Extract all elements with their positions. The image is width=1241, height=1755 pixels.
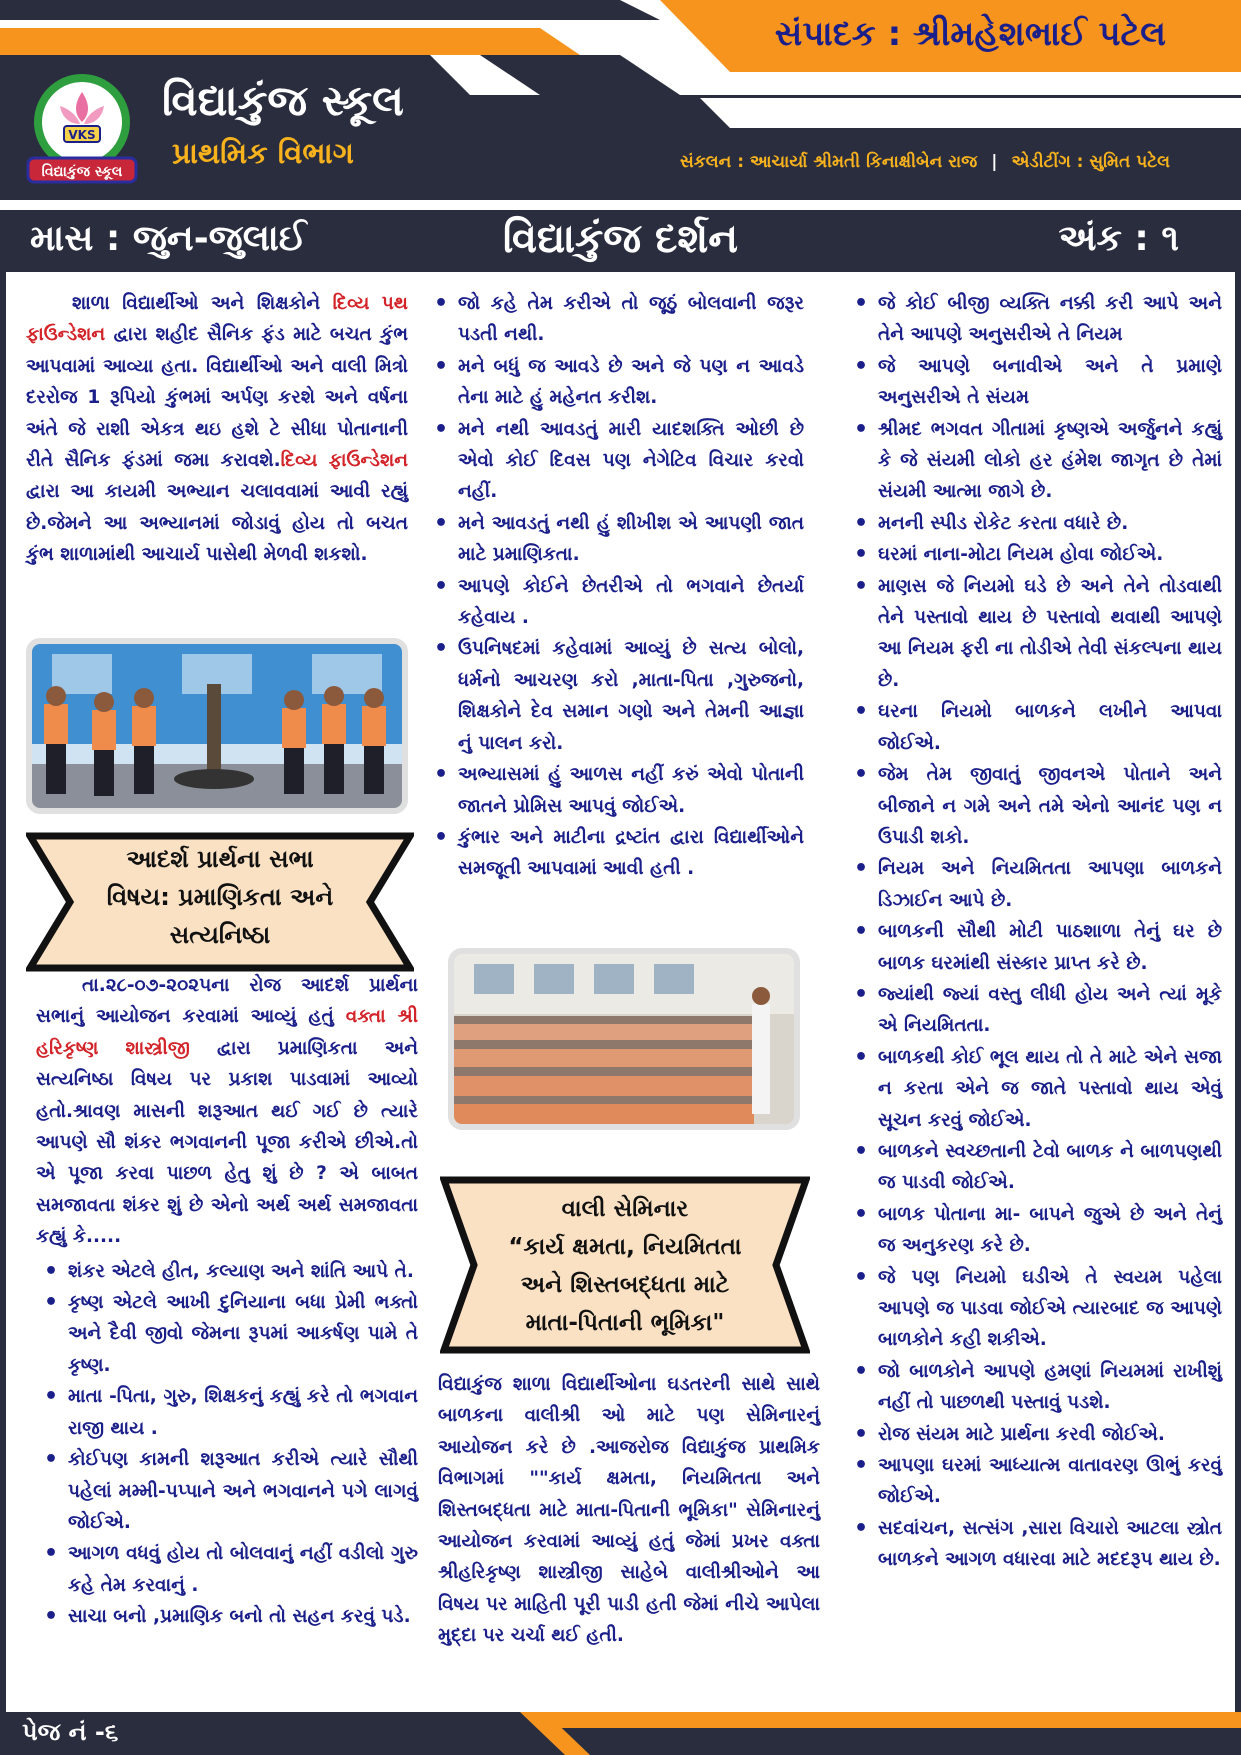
prayer-banner-line-3: સત્યનિષ્ઠા [169,921,271,949]
parent-seminar-banner [440,1176,810,1354]
newsletter-title: વિદ્યાકુંજ દર્શન [502,216,739,262]
list-item: • મને બધું જ આવડે છે અને જે પણ ન આવડે તેના માટે હું મહેનત કરીશ. [458,351,804,414]
list-item: • શંકર એટલે હીત, કલ્યાણ અને શાંતિ આપે તે. [68,1256,418,1287]
prayer-banner-line-1: આદર્શ પ્રાર્થના સભા [126,845,314,873]
page-number: પેજ નં -૬ [22,1718,119,1746]
list-item: • રોજ સંયમ માટે પ્રાર્થના કરવી જોઈએ. [878,1419,1222,1450]
title-bar [0,210,1241,272]
list-item: • નિયમ અને નિયમિતતા આપણા બાળકને ડિઝાઈન આપે છે. [878,853,1222,916]
list-item: • બાળક પોતાના મા- બાપને જુએ છે અને તેનું જ અનુકરણ કરે છે. [878,1199,1222,1262]
credits-separator: | [991,152,998,172]
issue-number: અંક : ૧ [1058,218,1179,259]
list-item: • બાળકને સ્વચ્છતાની ટેવો બાળક ને બાળપણથી જ પાડવી જોઈએ. [878,1136,1222,1199]
list-item: • ઘરના નિયમો બાળકને લખીને આપવા જોઈએ. [878,696,1222,759]
list-item: • આપણે કોઈને છેતરીએ તો ભગવાને છેતર્યા કહેવાય . [458,571,804,634]
list-item: • મને આવડતું નથી હું શીખીશ એ આપણી જાત માટે પ્રમાણિકતા. [458,508,804,571]
school-section: પ્રાથમિક વિભાગ [172,136,354,170]
list-item: • અભ્યાસમાં હું આળસ નહીં કરું એવો પોતાની જાતને પ્રોમિસ આપવું જોઈએ. [458,759,804,822]
editor-credit: સંપાદક : શ્રીમહેશભાઈ પટેલ [774,14,1166,54]
foundation-name: દિવ્ય પથ ફાઉન્ડેશન [26,293,408,346]
right-border [1235,272,1241,1712]
list-item: • આગળ વધવું હોય તો બોલવાનું નહીં વડીલો ગુરુ કહે તેમ કરવાનું . [68,1538,418,1601]
page-footer [0,1712,1241,1755]
prayer-text-a: તા.૨૮-૦૭-૨૦૨૫ના રોજ આદર્શ પ્રાર્થના સભાનું આયોજન કરવામાં આવ્યું હતું [36,975,418,1028]
list-item: • બાળકની સૌથી મોટી પાઠશાળા તેનું ઘર છે બાળક ઘરમાંથી સંસ્કાર પ્રાપ્ત કરે છે. [878,916,1222,979]
speaker-name: વક્તા શ્રી હરિકૃષ્ણ શાસ્ત્રીજી [36,1006,418,1059]
list-item: • જો કહે તેમ કરીએ તો જૂઠું બોલવાની જરૂર પડતી નથી. [458,288,804,351]
prayer-text-b: દ્વારા પ્રમાણિકતા અને સત્યનિષ્ઠા વિષય પર પ્રકાશ પાડવામાં આવ્યો હતો.શ્રાવણ માસની શરૂઆત થઈ ગઈ છે ત્યારે આપણે સૌ શંકર ભગવાનની પૂજા કરીએ છીએ.તો એ પૂજા કરવા પાછળ હેતુ શું છે ? એ બાબત સમજાવતા શંકર શું છે એનો અર્થ અર્થ સમજાવતા કહ્યું કે..... [36,1037,418,1248]
seminar-paragraph: વિદ્યાકુંજ શાળા વિદ્યાર્થીઓના ઘડતરની સાથે સાથે બાળકના વાલીશ્રી ઓ માટે પણ સેમિનારનું આયોજન કરે છે .આજરોજ વિદ્યાકુંજ પ્રાથમિક વિભાગમાં ""કાર્ય ક્ષમતા, નિયમિતતા અને શિસ્તબદ્ધતા માટે માતા-પિતાની ભૂમિકા" સેમિનારનું આયોજન કરવામાં આવ્યું હતું જેમાં પ્રખર વક્તા શ્રીહરિકૃષ્ણ શાસ્ત્રીજી સાહેબે વાલીશ્રીઓને આ વિષય પર માહિતી પૂરી પાડી હતી જેમાં નીચે આપેલા મુદ્દા પર ચર્ચા થઈ હતી. [438,1374,820,1647]
list-item: • સાચા બનો ,પ્રમાણિક બનો તો સહન કરવું પડે. [68,1601,418,1632]
foundation-name-2: દિવ્ય ફાઉન્ડેશન [280,450,408,472]
compiled-by: સંકલન : આચાર્યા શ્રીમતી કિનાક્ષીબેન રાજ [680,152,978,172]
seminar-banner-line-1: વાલી સેમિનાર [561,1196,689,1222]
column-1-top [26,288,408,571]
honesty-bullets [432,288,804,885]
editing-by: એડીટીંગ : સુમિત પટેલ [1011,152,1170,172]
prayer-assembly-banner [26,832,414,972]
list-item: • કૃષ્ણ એટલે આખી દુનિયાના બધા પ્રેમી ભક્તો અને દૈવી જીવો જેમના રૂપમાં આકર્ષણ પામે તે કૃષ્ણ. [68,1287,418,1381]
list-item: • મનની સ્પીડ રોકેટ કરતા વધારે છે. [878,508,1222,539]
list-item: • જો બાળકોને આપણે હમણાં નિયમમાં રાખીશું નહીં તો પાછળથી પસ્તાવું પડશે. [878,1356,1222,1419]
left-border [0,272,6,1712]
seminar-banner-line-2: “કાર્ય ક્ષમતા, નિયમિતતા [508,1234,742,1260]
fund-text-a: શાળા વિદ્યાર્થીઓ અને શિક્ષકોને [72,293,333,314]
column-2-bottom [438,1369,820,1652]
list-item: • માતા -પિતા, ગુરુ, શિક્ષકનું કહ્યું કરે તો ભગવાન રાજી થાય . [68,1381,418,1444]
newsletter-header [0,0,1241,210]
column-2-top [432,288,804,885]
prayer-bullets [36,1256,418,1633]
list-item: • શ્રીમદ ભગવત ગીતામાં કૃષ્ણએ અર્જુનને કહ્યું કે જે સંયમી લોકો હર હંમેશ જાગૃત છે તેમાં સંયમી આત્મા જાગે છે. [878,414,1222,508]
school-name: વિદ્યાકુંજ સ્કૂલ [162,76,404,125]
students-savings-photo [26,638,408,814]
column-3 [852,288,1222,1576]
seminar-banner-line-3: અને શિસ્તબદ્ધતા માટે [520,1272,730,1298]
assembly-hall-photo [448,948,800,1130]
seminar-banner-line-4: માતા-પિતાની ભૂમિકા" [525,1310,725,1336]
list-item: • સદવાંચન, સત્સંગ ,સારા વિચારો આટલા સ્ત્રોત બાળકને આગળ વધારવા માટે મદદરૂપ થાય છે. [878,1513,1222,1576]
list-item: • આપણા ઘરમાં આધ્યાત્મ વાતાવરણ ઊભું કરવું જોઈએ. [878,1450,1222,1513]
list-item: • કુંભાર અને માટીના દ્રષ્ટાંત દ્વારા વિદ્યાર્થીઓને સમજૂતી આપવામાં આવી હતી . [458,822,804,885]
column-1-bottom [36,970,418,1633]
list-item: • બાળકથી કોઈ ભૂલ થાય તો તે માટે એને સજા ન કરતા એને જ જાતે પસ્તાવો થાય એવું સૂચન કરવું જોઈએ. [878,1042,1222,1136]
school-logo-icon [24,70,140,186]
list-item: • કોઈપણ કામની શરૂઆત કરીએ ત્યારે સૌથી પહેલાં મમ્મી-પપ્પાને અને ભગવાનને પગે લાગવું જોઈએ. [68,1444,418,1538]
prayer-paragraph [36,970,418,1253]
fund-text-c: દ્વારા આ કાયમી અભ્યાન ચલાવવામાં આવી રહ્યું છે.જેમને આ અભ્યાનમાં જોડાવું હોય તો બચત કુંભ શાળામાંથી આચાર્ય પાસેથી મેળવી શકશો. [26,481,408,566]
list-item: • જેમ તેમ જીવાતું જીવનએ પોતાને અને બીજાને ન ગમે અને તમે એનો આનંદ પણ ન ઉપાડી શકો. [878,759,1222,853]
list-item: • ઉપનિષદમાં કહેવામાં આવ્યું છે સત્ય બોલો, ધર્મનો આચરણ કરો ,માતા-પિતા ,ગુરુજનો, શિક્ષકોને દેવ સમાન ગણો અને તેમની આજ્ઞા નું પાલન કરો. [458,633,804,759]
fund-text-b: દ્વારા શહીદ સૈનિક ફંડ માટે બચત કુંભ આપવામાં આવ્યા હતા. વિદ્યાર્થીઓ અને વાલી મિત્રો દરરોજ 1 રૂપિયો કુંભમાં અર્પણ કરશે અને વર્ષના અંતે જે રાશી એકત્ર થઇ હશે ટે સીધા પોતાનાની રીતે સૈનિક ફંડમાં જમા કરાવશે. [26,324,408,472]
list-item: • માણસ જે નિયમો ઘડે છે અને તેને તોડવાથી તેને પસ્તાવો થાય છે પસ્તાવો થવાથી આપણે આ નિયમ ફરી ના તોડીએ તેવી સંકલ્પના થાય છે. [878,571,1222,697]
list-item: • જે પણ નિયમો ઘડીએ તે સ્વયમ પહેલા આપણે જ પાડવા જોઈએ ત્યારબાદ જ આપણે બાળકોને કહી શકીએ. [878,1262,1222,1356]
credits-line [680,152,1170,172]
footer-shapes [0,1712,1241,1755]
discipline-bullets [852,288,1222,1576]
issue-month: માસ : જુન-જુલાઈ [30,218,307,259]
prayer-banner-line-2: વિષય: પ્રમાણિકતા અને [106,883,334,911]
list-item: • જ્યાંથી જ્યાં વસ્તુ લીધી હોય અને ત્યાં મૂકે એ નિયમિતતા. [878,979,1222,1042]
fund-paragraph [26,288,408,571]
list-item: • ઘરમાં નાના-મોટા નિયમ હોવા જોઈએ. [878,539,1222,570]
list-item: • મને નથી આવડતું મારી યાદશક્તિ ઓછી છે એવો કોઈ દિવસ પણ નેગેટિવ વિચાર કરવો નહીં. [458,414,804,508]
logo-monogram: VKS [68,128,96,142]
list-item: • જે આપણે બનાવીએ અને તે પ્રમાણે અનુસરીએ તે સંયમ [878,351,1222,414]
logo-caption: વિદ્યાકુંજ સ્કૂલ [41,164,123,180]
list-item: • જે કોઈ બીજી વ્યક્તિ નક્કી કરી આપે અને તેને આપણે અનુસરીએ તે નિયમ [878,288,1222,351]
